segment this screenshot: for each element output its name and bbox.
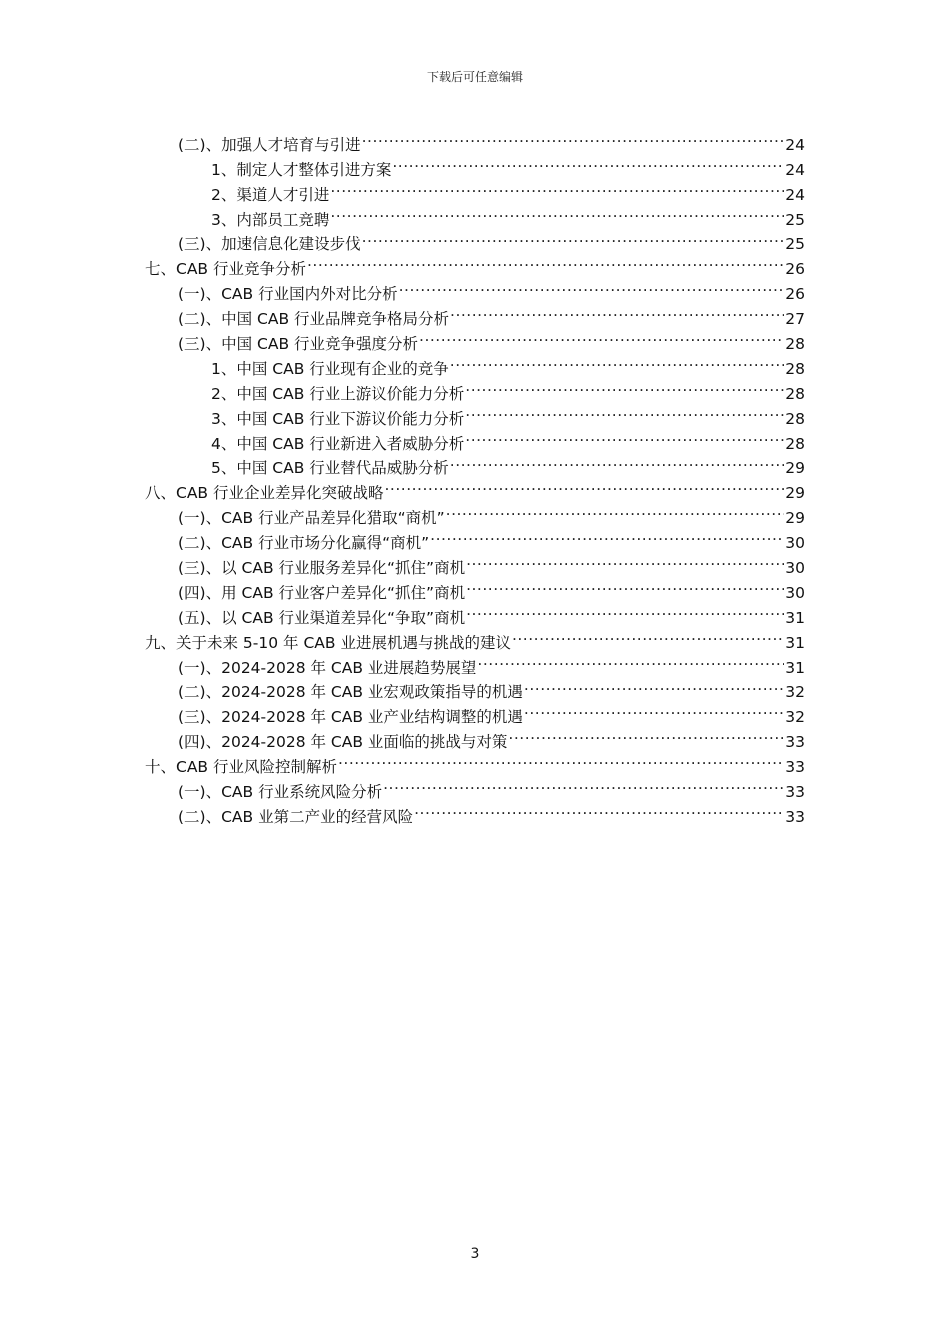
toc-leader-dots — [524, 697, 784, 722]
toc-entry-page: 25 — [785, 210, 805, 229]
toc-leader-dots — [446, 498, 785, 523]
toc-leader-dots — [330, 200, 784, 225]
toc-leader-dots — [465, 424, 784, 449]
toc-entry-title: (四)、用 CAB 行业客户差异化“抓住”商机 — [178, 583, 466, 602]
toc-leader-dots — [362, 125, 785, 150]
toc-entry-page: 24 — [785, 185, 805, 204]
toc-entry-page: 28 — [785, 384, 805, 403]
toc-entry-title: (一)、2024-2028 年 CAB 业进展趋势展望 — [178, 658, 477, 677]
toc-entry-title: (一)、CAB 行业产品差异化猎取“商机” — [178, 509, 445, 528]
toc-entry-title: (一)、CAB 行业系统风险分析 — [178, 783, 383, 802]
toc-entry-title: 3、内部员工竞聘 — [211, 210, 330, 229]
toc-entry-page: 28 — [785, 359, 805, 378]
toc-leader-dots — [307, 249, 784, 274]
toc-entry-page: 29 — [785, 509, 805, 528]
toc-entry-title: 十、CAB 行业风险控制解析 — [145, 758, 337, 777]
toc-leader-dots — [392, 150, 784, 175]
toc-leader-dots — [385, 473, 785, 498]
toc-entry-page: 24 — [785, 160, 805, 179]
toc-entry-page: 28 — [785, 434, 805, 453]
toc-entry-page: 31 — [785, 658, 805, 677]
toc-entry-page: 32 — [785, 708, 805, 727]
toc-entry-page: 28 — [785, 335, 805, 354]
toc-entry-title: (一)、CAB 行业国内外对比分析 — [178, 285, 398, 304]
toc-entry-page: 33 — [785, 758, 805, 777]
toc-entry-page: 28 — [785, 409, 805, 428]
toc-entry-title: (二)、CAB 业第二产业的经营风险 — [178, 807, 414, 826]
toc-entry-page: 27 — [785, 310, 805, 329]
toc-leader-dots — [465, 399, 784, 424]
toc-entry-title: 5、中国 CAB 行业替代品威胁分析 — [211, 459, 449, 478]
toc-leader-dots — [450, 299, 784, 324]
toc-entry-title: (二)、加强人才培育与引进 — [178, 135, 361, 154]
toc-entry-title: (三)、中国 CAB 行业竞争强度分析 — [178, 335, 419, 354]
toc-entry-title: (二)、CAB 行业市场分化赢得“商机” — [178, 534, 430, 553]
toc-leader-dots — [330, 175, 784, 200]
toc-entry-title: 2、中国 CAB 行业上游议价能力分析 — [211, 384, 465, 403]
toc-entry-title: 九、关于未来 5-10 年 CAB 业进展机遇与挑战的建议 — [145, 633, 511, 652]
toc-entry-page: 26 — [785, 285, 805, 304]
toc-leader-dots — [450, 449, 784, 474]
toc-entry-title: (三)、2024-2028 年 CAB 业产业结构调整的机遇 — [178, 708, 523, 727]
toc-entry-title: 1、中国 CAB 行业现有企业的竞争 — [211, 359, 449, 378]
toc-entry-title: 1、制定人才整体引进方案 — [211, 160, 392, 179]
toc-leader-dots — [466, 573, 784, 598]
table-of-contents — [145, 125, 805, 826]
page-number: 3 — [470, 1246, 480, 1262]
toc-entry-page: 30 — [785, 534, 805, 553]
toc-entry-title: 七、CAB 行业竞争分析 — [145, 260, 306, 279]
toc-leader-dots — [414, 797, 784, 822]
page-header: 下载后可任意编辑 — [426, 70, 523, 84]
toc-entry-page: 25 — [785, 235, 805, 254]
toc-entry-title: (五)、以 CAB 行业渠道差异化“争取”商机 — [178, 608, 466, 627]
toc-leader-dots — [465, 374, 784, 399]
toc-leader-dots — [399, 274, 785, 299]
toc-entry-page: 29 — [785, 484, 805, 503]
toc-entry-title: (二)、2024-2028 年 CAB 业宏观政策指导的机遇 — [178, 683, 523, 702]
toc-entry-page: 33 — [785, 733, 805, 752]
toc-leader-dots — [466, 548, 784, 573]
toc-entry-page: 33 — [785, 783, 805, 802]
toc-entry-page: 31 — [785, 633, 805, 652]
toc-entry-page: 33 — [785, 807, 805, 826]
toc-entry-page: 31 — [785, 608, 805, 627]
toc-leader-dots — [338, 747, 784, 772]
toc-entry-page: 30 — [785, 559, 805, 578]
toc-entry-title: 2、渠道人才引进 — [211, 185, 330, 204]
toc-leader-dots — [430, 523, 784, 548]
toc-leader-dots — [524, 673, 784, 698]
toc-entry-title: (二)、中国 CAB 行业品牌竞争格局分析 — [178, 310, 450, 329]
toc-entry-title: (三)、加速信息化建设步伐 — [178, 235, 361, 254]
toc-entry[interactable] — [145, 125, 805, 154]
toc-entry-title: 八、CAB 行业企业差异化突破战略 — [145, 484, 384, 503]
toc-entry-page: 30 — [785, 583, 805, 602]
toc-entry-title: 4、中国 CAB 行业新进入者威胁分析 — [211, 434, 465, 453]
toc-entry-page: 29 — [785, 459, 805, 478]
toc-entry-page: 24 — [785, 135, 805, 154]
toc-entry-page: 26 — [785, 260, 805, 279]
toc-leader-dots — [419, 324, 784, 349]
toc-leader-dots — [508, 722, 784, 747]
toc-entry-title: (四)、2024-2028 年 CAB 业面临的挑战与对策 — [178, 733, 508, 752]
toc-entry-title: 3、中国 CAB 行业下游议价能力分析 — [211, 409, 465, 428]
toc-leader-dots — [362, 225, 785, 250]
toc-leader-dots — [450, 349, 784, 374]
toc-leader-dots — [477, 648, 784, 673]
toc-entry-page: 32 — [785, 683, 805, 702]
toc-leader-dots — [383, 772, 784, 797]
toc-leader-dots — [512, 623, 784, 648]
toc-entry-title: (三)、以 CAB 行业服务差异化“抓住”商机 — [178, 559, 466, 578]
toc-leader-dots — [466, 598, 784, 623]
